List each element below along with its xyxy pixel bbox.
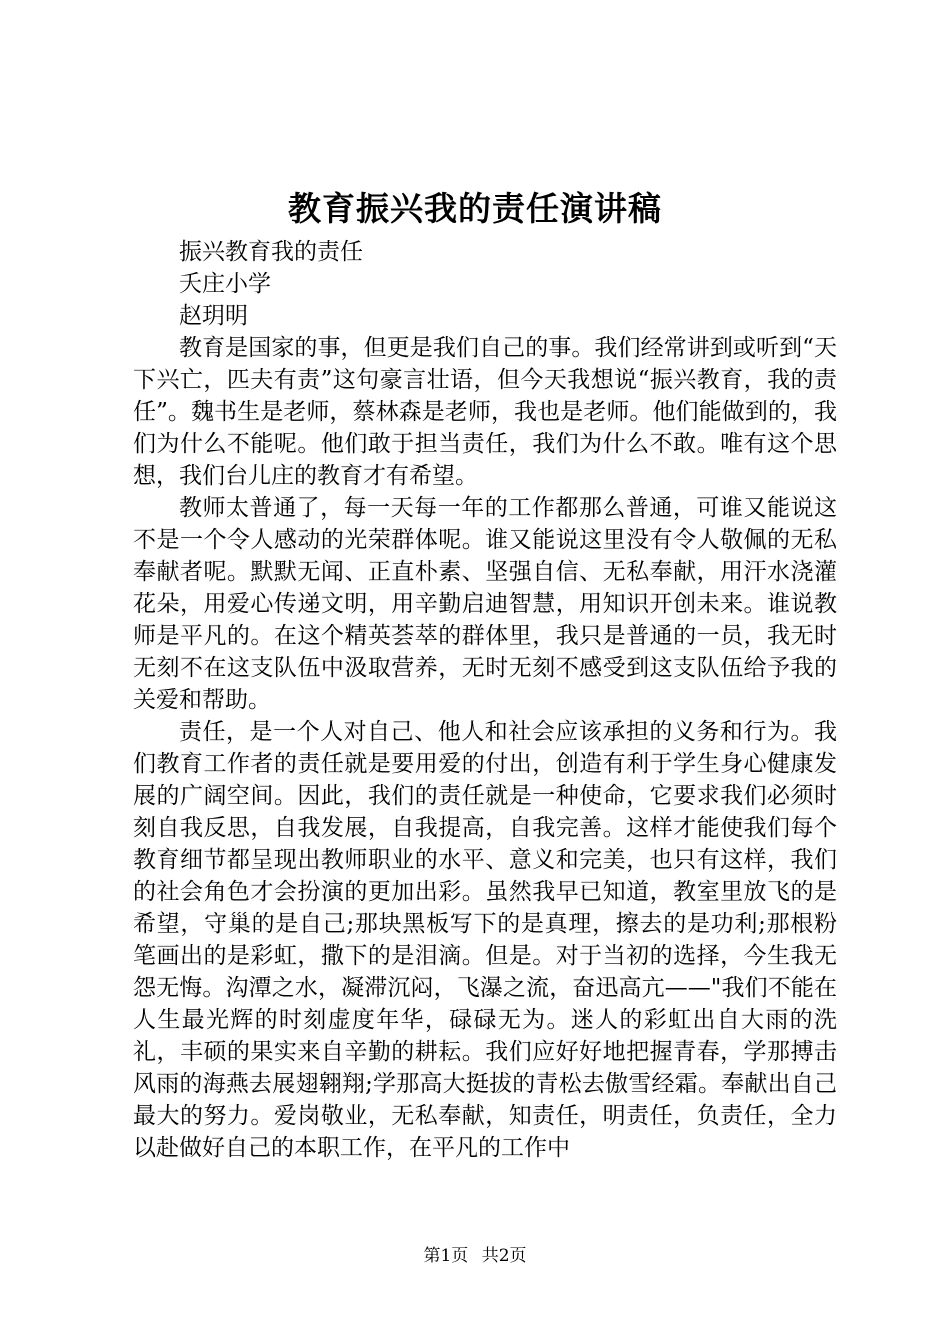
paragraph: 教育是国家的事，但更是我们自己的事。我们经常讲到或听到“天下兴亡，匹夫有责”这句豪言壮语，但今天我想说“振兴教育，我的责任”。魏书生是老师，蔡林森是老师，我也是老师。他们能做到的，我们为什么不能呢。他们敢于担当责任，我们为什么不敢。唯有这个思想，我们台儿庄的教育才有希望。	[133, 335, 837, 489]
subtitle-line: 振兴教育我的责任	[179, 239, 363, 265]
page-total: 共2页	[481, 1246, 527, 1266]
page-number: 第1页	[423, 1246, 469, 1266]
author-line: 赵玥明	[179, 303, 248, 329]
school-line: 夭庄小学	[179, 271, 271, 297]
document-body	[133, 236, 837, 1164]
paragraph: 责任，是一个人对自己、他人和社会应该承担的义务和行为。我们教育工作者的责任就是要用爱的付出，创造有利于学生身心健康发展的广阔空间。因此，我们的责任就是一种使命，它要求我们必须时刻自我反思，自我发展，自我提高，自我完善。这样才能使我们每个教育细节都呈现出教师职业的水平、意义和完美，也只有这样，我们的社会角色才会扮演的更加出彩。虽然我早已知道，教室里放飞的是希望，守巢的是自己;那块黑板写下的是真理，擦去的是功利;那根粉笔画出的是彩虹，撒下的是泪滴。但是。对于当初的选择，今生我无怨无悔。沟潭之水，凝滞沉闷，飞瀑之流，奋迅高亢——"我们不能在人生最光辉的时刻虚度年华，碌碌无为。迷人的彩虹出自大雨的洗礼，丰硕的果实来自辛勤的耕耘。我们应好好地把握青春，学那搏击风雨的海燕去展翅翱翔;学那高大挺拔的青松去傲雪经霜。奉献出自己最大的努力。爱岗敬业，无私奉献，知责任，明责任，负责任，全力以赴做好自己的本职工作，在平凡的工作中	[133, 719, 837, 1161]
page-footer	[0, 1245, 950, 1267]
document-title: 教育振兴我的责任演讲稿	[288, 189, 662, 228]
paragraph: 教师太普通了，每一天每一年的工作都那么普通，可谁又能说这不是一个令人感动的光荣群体呢。谁又能说这里没有令人敬佩的无私奉献者呢。默默无闻、正直朴素、坚强自信、无私奉献，用汗水浇灌花朵，用爱心传递文明，用辛勤启迪智慧，用知识开创未来。谁说教师是平凡的。在这个精英荟萃的群体里，我只是普通的一员，我无时无刻不在这支队伍中汲取营养，无时无刻不感受到这支队伍给予我的关爱和帮助。	[133, 495, 837, 713]
